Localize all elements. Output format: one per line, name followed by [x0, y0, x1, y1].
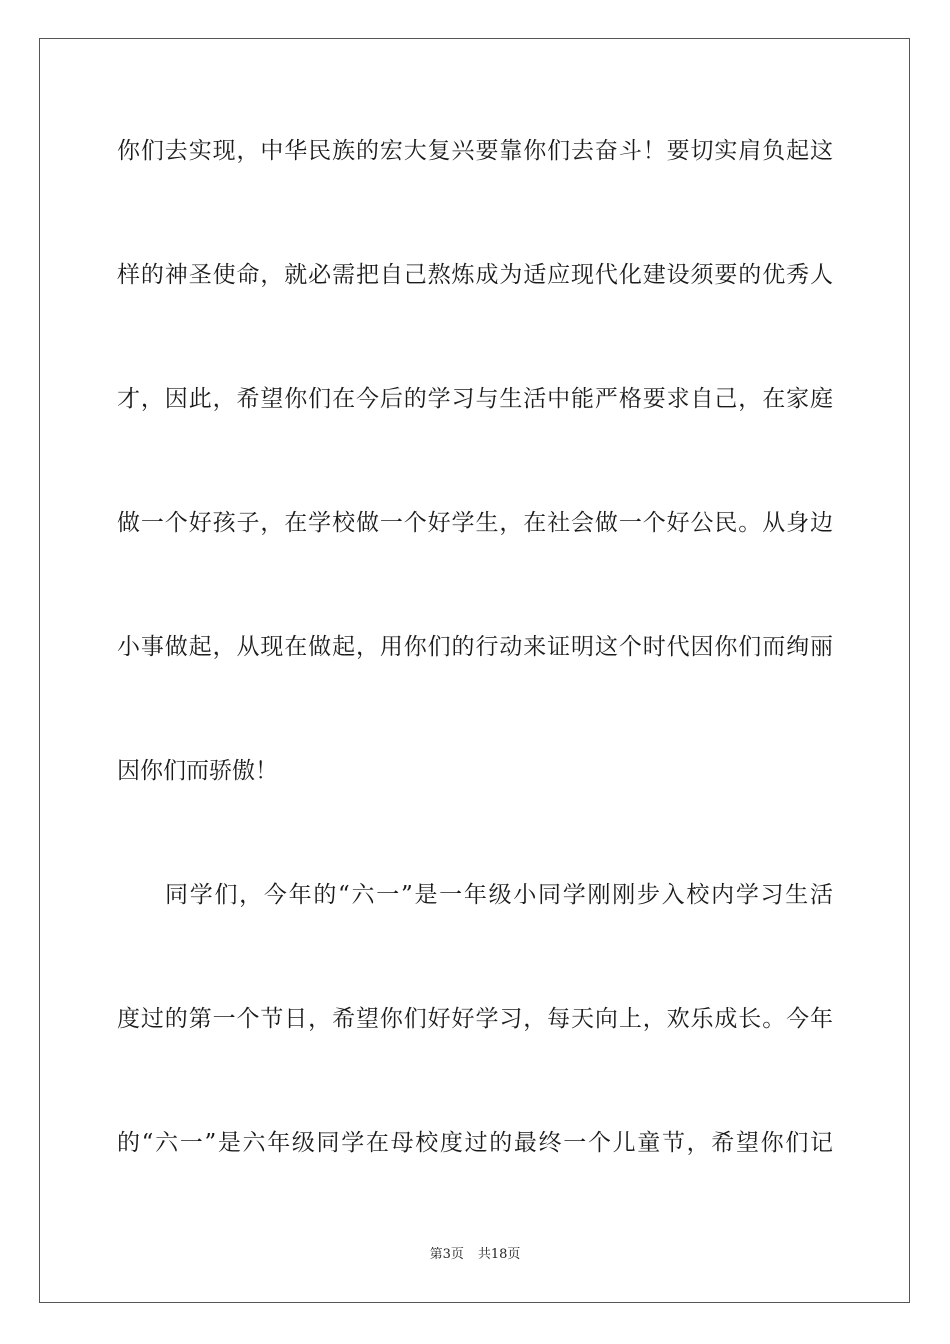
paragraph-line: 才，因此，希望你们在今后的学习与生活中能严格要求自己，在家庭	[117, 386, 833, 412]
page-total: 共18页	[477, 1247, 521, 1262]
paragraph-line: 你们去实现，中华民族的宏大复兴要靠你们去奋斗！要切实肩负起这	[117, 138, 833, 164]
paragraph-line: 同学们，今年的“六一”是一年级小同学刚刚步入校内学习生活	[165, 882, 833, 908]
paragraph-line: 做一个好孩子，在学校做一个好学生，在社会做一个好公民。从身边	[117, 510, 833, 536]
paragraph-line: 小事做起，从现在做起，用你们的行动来证明这个时代因你们而绚丽	[117, 634, 833, 660]
page-border	[39, 38, 910, 1303]
page-footer	[0, 1246, 950, 1264]
paragraph-line: 度过的第一个节日，希望你们好好学习，每天向上，欢乐成长。今年	[117, 1006, 833, 1032]
page-number: 第3页	[429, 1247, 464, 1262]
paragraph-line: 样的神圣使命，就必需把自己熬炼成为适应现代化建设须要的优秀人	[117, 262, 833, 288]
paragraph-line: 因你们而骄傲！	[117, 758, 278, 784]
paragraph-line: 的“六一”是六年级同学在母校度过的最终一个儿童节，希望你们记	[117, 1130, 833, 1156]
